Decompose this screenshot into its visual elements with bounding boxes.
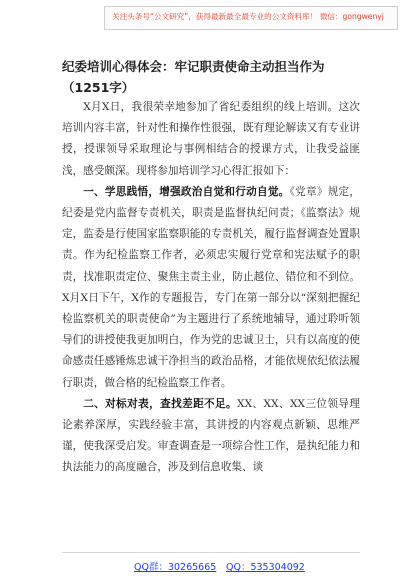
qq-contact-link[interactable]: QQ：535304092 bbox=[226, 562, 305, 573]
section-2-paragraph bbox=[62, 394, 360, 479]
document-body bbox=[62, 97, 360, 479]
qq-group-link[interactable]: QQ群：30265665 bbox=[134, 562, 217, 573]
document-title: 纪委培训心得体会：牢记职责使命主动担当作为（1251字） bbox=[62, 59, 325, 95]
section-2-body: XX、XX、XX三位领导理论素养深厚，实践经验丰富，其讲授的内容观点新颖、思维严谨，使我深受启发。审查调查是一项综合性工作，是执纪能力和执法能力的高度融合，涉及到信息收集、谈 bbox=[62, 397, 360, 474]
section-1-body: 《党章》规定，纪委是党内监督专责机关，职责是监督执纪问责；《监察法》规定，监委是行使国家监察职能的专责机关，履行监督调查处置职责。作为纪检监察工作者，必须忠实履行党章和宪法赋予的职责，找准职责定位、聚焦主责主业，防止越位、错位和不到位。X月X日下午，X作的专题报告，专门在第一部分以“深刻把握纪检监察机关的职责使命”为主题进行了系统地辅导，通过聆听领导们的讲授使我更加明白，作为党的忠诚卫士，只有以高度的使命感责任感锤炼忠诚干净担当的政治品格，才能依规依纪依法履行职责，做合格的纪检监察工作者。 bbox=[62, 185, 361, 389]
banner-text: 关注头条号“公文研究”，获得最新最全最专业的公文资料库！ 微信：gongwenyj bbox=[112, 12, 384, 21]
section-1-heading: 一、学思践悟，增强政治自觉和行动自觉。 bbox=[83, 185, 290, 198]
top-banner bbox=[0, 0, 408, 34]
footer-bar bbox=[62, 552, 360, 571]
section-2-heading: 二、对标对表，查找差距不足。 bbox=[83, 397, 238, 410]
section-1-paragraph bbox=[62, 182, 360, 394]
intro-paragraph: X月X日，我很荣幸地参加了省纪委组织的线上培训。这次培训内容丰富，针对性和操作性很强，既有理论解读又有专业讲授，授课领导采取理论与事例相结合的授课方式，让我受益匪浅，感受颇深。现将参加培训学习心得汇报如下： bbox=[62, 101, 360, 177]
